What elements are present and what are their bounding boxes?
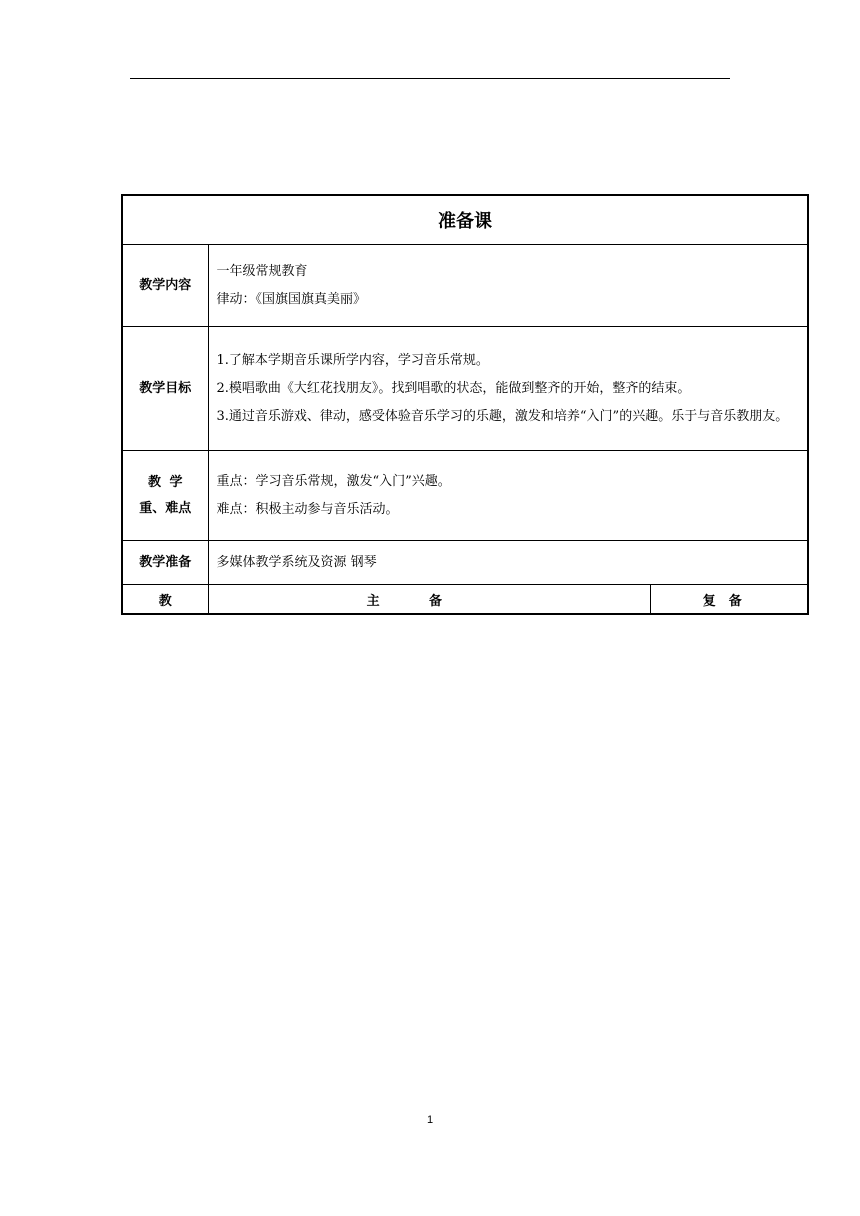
row-label-content: 教学内容	[122, 245, 208, 327]
content-line: 一年级常规教育	[216, 263, 308, 279]
content-line: 重点：学习音乐常规，激发“入门”兴趣。	[216, 473, 451, 489]
table-row	[122, 245, 808, 327]
footer-review-prep-label: 复备	[702, 593, 755, 609]
content-line: 3.通过音乐游戏、律动，感受体验音乐学习的乐趣，激发和培养“入门”的兴趣。乐于与音乐教朋友。	[216, 408, 789, 424]
footer-main-prep	[208, 585, 650, 615]
label-line: 重、难点	[139, 500, 192, 516]
title-row	[122, 195, 808, 245]
label-line: 教 学	[147, 474, 183, 490]
footer-review-prep	[650, 585, 808, 615]
table-row	[122, 451, 808, 541]
table-title: 准备课	[122, 195, 808, 245]
row-label-keypoints	[122, 451, 208, 541]
footer-teach: 教	[122, 585, 208, 615]
footer-row	[122, 585, 808, 615]
page-number: 1	[426, 1114, 434, 1126]
row-label-objectives: 教学目标	[122, 327, 208, 451]
content-line: 多媒体教学系统及资源 钢琴	[216, 554, 377, 570]
table-row	[122, 541, 808, 585]
row-value-content	[208, 245, 808, 327]
header-rule	[130, 78, 730, 79]
footer-main-prep-label: 主备	[366, 593, 492, 609]
content-line: 1.了解本学期音乐课所学内容，学习音乐常规。	[216, 352, 489, 368]
row-value-keypoints	[208, 451, 808, 541]
lesson-plan-table	[121, 194, 809, 615]
content-line: 律动：《国旗国旗真美丽》	[216, 291, 367, 307]
row-value-objectives	[208, 327, 808, 451]
content-line: 2.模唱歌曲《大红花找朋友》。找到唱歌的状态，能做到整齐的开始，整齐的结束。	[216, 380, 691, 396]
table-row	[122, 327, 808, 451]
row-value-preparation	[208, 541, 808, 585]
row-label-preparation: 教学准备	[122, 541, 208, 585]
content-line: 难点：积极主动参与音乐活动。	[216, 501, 399, 517]
